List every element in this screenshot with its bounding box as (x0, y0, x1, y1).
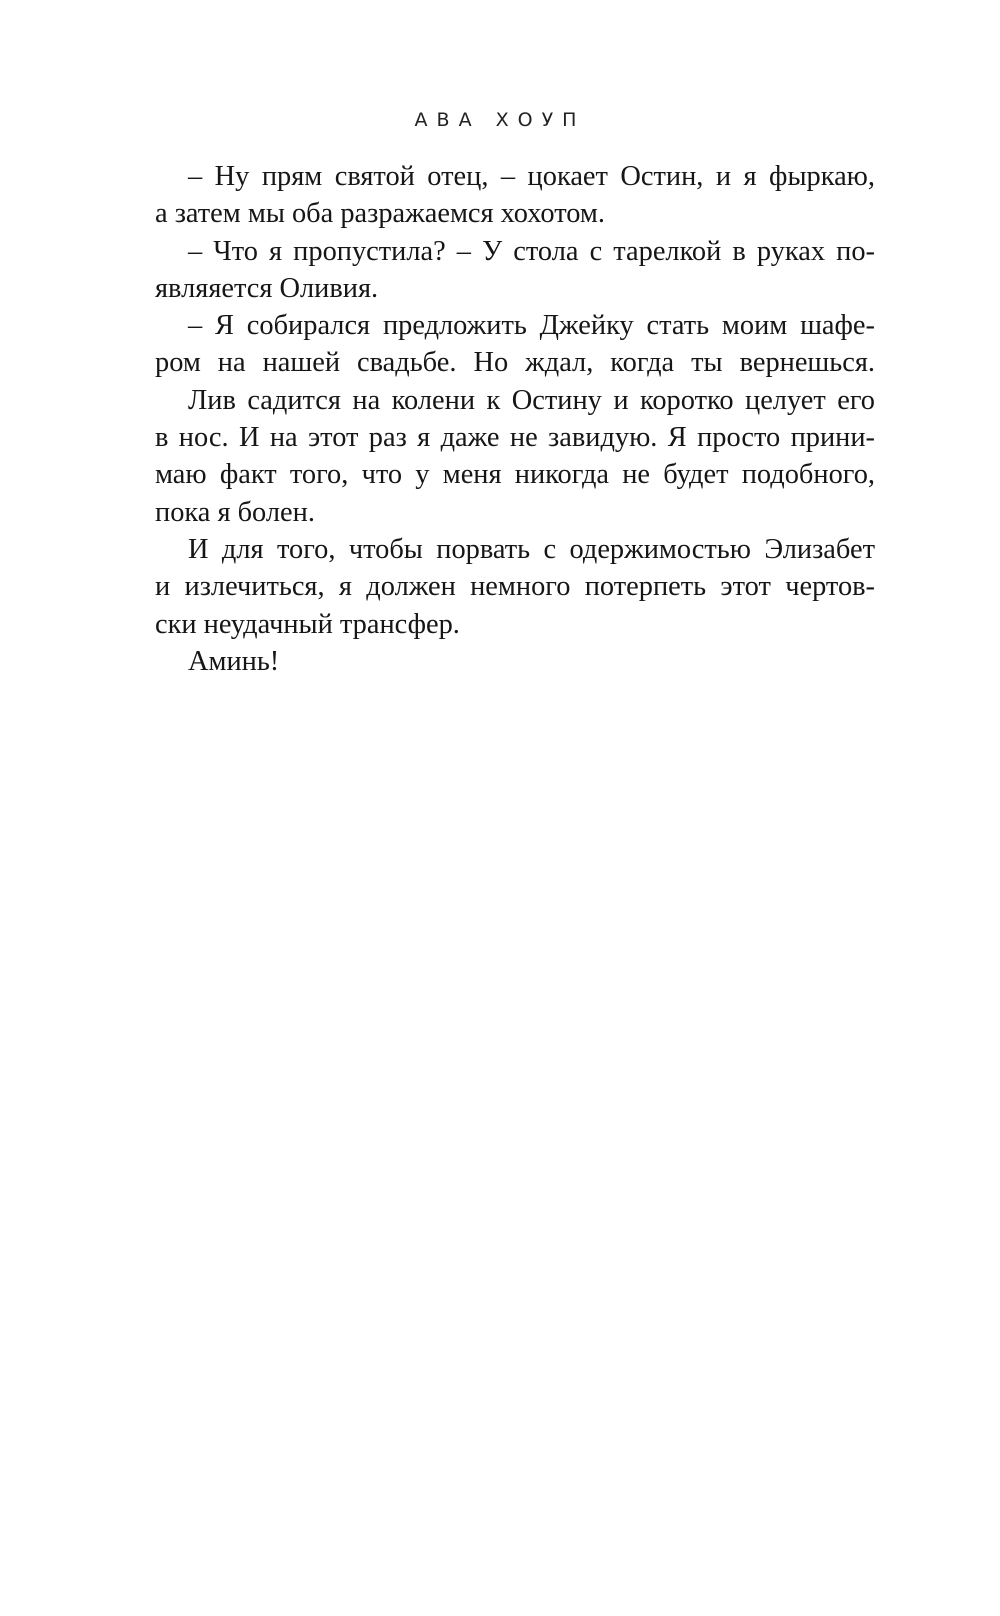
text-line: – Я собирался предложить Джейку стать моим шафе- (188, 310, 875, 342)
text-line: – Ну прям святой отец, – цокает Остин, и я фыркаю, (188, 161, 875, 192)
text-line: – Что я пропустила? – У стола с тарелкой в руках по- (188, 235, 875, 267)
text-line: И для того, чтобы порвать с одержимостью Элизабет (188, 533, 875, 565)
text-line: пока я болен. (155, 496, 315, 528)
text-line: а затем мы оба разражаемся хохотом. (155, 198, 605, 230)
text-line: и излечиться, я должен немного потерпеть этот чертов- (155, 571, 875, 603)
text-line: ром на нашей свадьбе. Но ждал, когда ты вернешься. (155, 347, 875, 379)
text-line: являяется Оливия. (155, 272, 379, 304)
text-line: в нос. И на этот раз я даже не завидую. Я просто прини- (155, 422, 875, 454)
body-text (155, 158, 875, 680)
text-line: Аминь! (188, 645, 280, 677)
text-line: маю факт того, что у меня никогда не будет подобного, (155, 459, 875, 491)
running-head: АВА ХОУП (414, 109, 586, 131)
text-line: Лив садится на колени к Остину и коротко целует его (188, 384, 875, 416)
text-line: ски неудачный трансфер. (155, 608, 460, 640)
